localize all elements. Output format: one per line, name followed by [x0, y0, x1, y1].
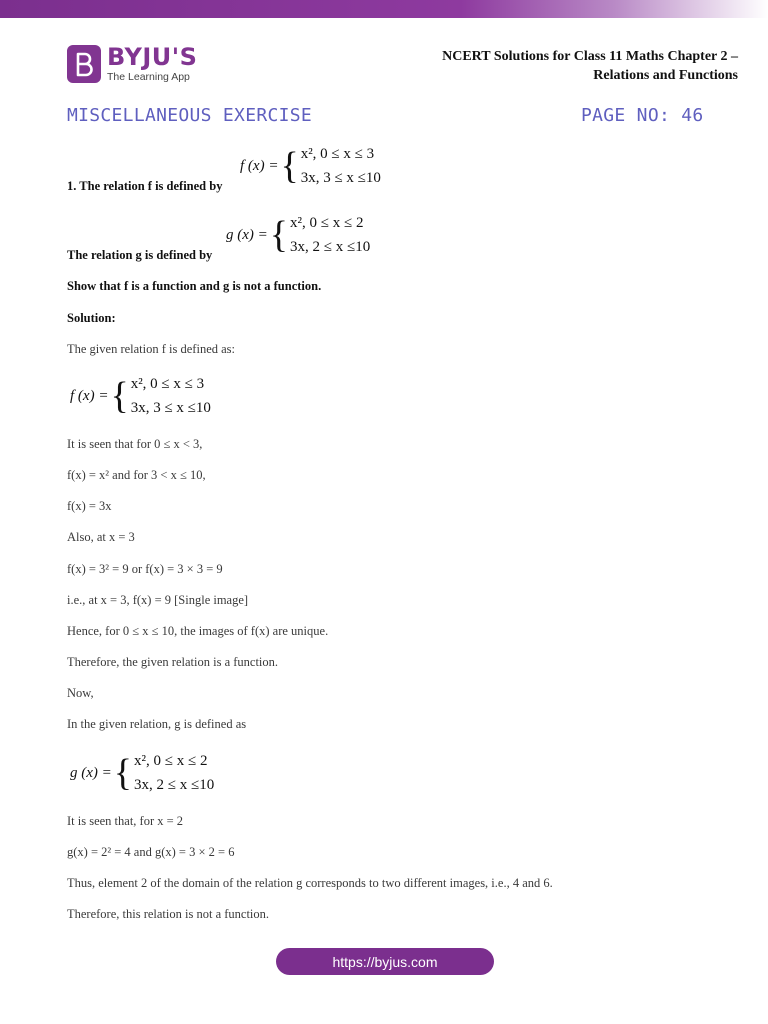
byjus-website-link[interactable]: https://byjus.com	[276, 948, 494, 975]
page-number: PAGE NO: 46	[581, 105, 704, 126]
solution-line-1: The given relation f is defined as:	[67, 342, 235, 356]
left-brace-icon: {	[280, 145, 299, 187]
document-title-line1: NCERT Solutions for Class 11 Maths Chapter 2 –	[442, 49, 738, 64]
solution-line-2: It is seen that for 0 ≤ x < 3,	[67, 437, 203, 451]
f-case-1: x², 0 ≤ x ≤ 3	[300, 146, 375, 162]
solution-line-12: It is seen that, for x = 2	[67, 814, 184, 828]
solution-line-15: Therefore, this relation is not a function.	[67, 907, 270, 921]
solution-line-11: In the given relation, g is defined as	[67, 717, 247, 731]
solution-line-7: i.e., at x = 3, f(x) = 9 [Single image]	[67, 593, 249, 607]
g-case-2: 3x, 2 ≤ x ≤10	[290, 239, 371, 255]
f-case-2: 3x, 3 ≤ x ≤10	[130, 400, 211, 416]
question-ask: Show that f is a function and g is not a function.	[67, 279, 322, 293]
solution-line-5: Also, at x = 3	[67, 530, 135, 544]
f-case-1: x², 0 ≤ x ≤ 3	[130, 376, 205, 392]
solution-line-6: f(x) = 3² = 9 or f(x) = 3 × 3 = 9	[67, 562, 223, 576]
question-g-lead: The relation g is defined by	[67, 248, 213, 262]
byjus-logo	[67, 45, 197, 83]
solution-line-10: Now,	[67, 686, 94, 700]
f-lhs: f (x) =	[70, 387, 109, 404]
top-brand-bar	[0, 0, 768, 18]
g-lhs: g (x) =	[226, 226, 268, 243]
solution-line-4: f(x) = 3x	[67, 499, 112, 513]
left-brace-icon: {	[113, 752, 133, 794]
g-lhs: g (x) =	[70, 764, 112, 781]
document-title-line2: Relations and Functions	[593, 68, 738, 83]
solution-line-13: g(x) = 2² = 4 and g(x) = 3 × 2 = 6	[67, 845, 235, 859]
f-definition-solution	[70, 372, 211, 420]
question-f-lead: 1. The relation f is defined by	[67, 179, 223, 193]
left-brace-icon: {	[269, 214, 289, 256]
g-definition-solution	[70, 749, 214, 797]
solution-line-8: Hence, for 0 ≤ x ≤ 10, the images of f(x) are unique.	[67, 624, 329, 638]
logo-name: BYJU'S	[107, 43, 198, 71]
logo-tagline: The Learning App	[107, 71, 190, 83]
f-definition-question	[240, 142, 381, 190]
document-title	[442, 47, 738, 85]
g-case-2: 3x, 2 ≤ x ≤10	[134, 777, 215, 793]
solution-line-3: f(x) = x² and for 3 < x ≤ 10,	[67, 468, 206, 482]
f-case-2: 3x, 3 ≤ x ≤10	[300, 170, 381, 186]
left-brace-icon: {	[110, 375, 129, 417]
exercise-heading: MISCELLANEOUS EXERCISE	[67, 105, 313, 126]
byjus-b-icon	[67, 45, 101, 83]
solution-label: Solution:	[67, 311, 116, 325]
solution-line-9: Therefore, the given relation is a function.	[67, 655, 279, 669]
solution-line-14: Thus, element 2 of the domain of the relation g corresponds to two different images, i.e., 4 and 6.	[67, 876, 553, 890]
g-definition-question	[226, 211, 370, 259]
g-case-1: x², 0 ≤ x ≤ 2	[290, 215, 364, 231]
f-lhs: f (x) =	[240, 157, 279, 174]
g-case-1: x², 0 ≤ x ≤ 2	[134, 753, 208, 769]
